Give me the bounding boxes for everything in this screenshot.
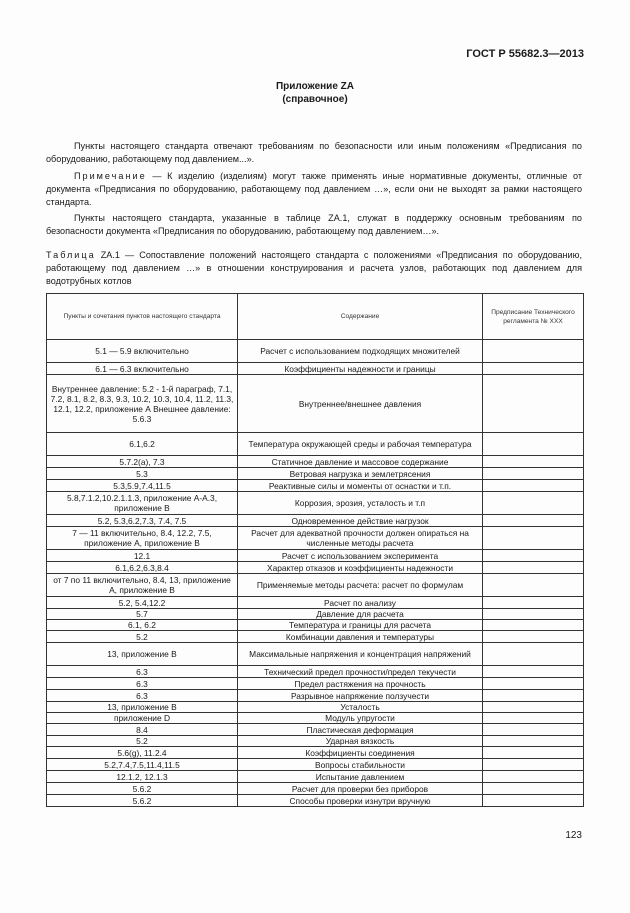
regulation-cell: [483, 562, 584, 574]
content-cell: Температура окружающей среды и рабочая температура: [238, 433, 483, 456]
table-row: [47, 747, 584, 759]
content-cell: Расчет по анализу: [238, 597, 483, 609]
content-cell: Коэффициенты надежности и границы: [238, 363, 483, 375]
content-cell: Статичное давление и массовое содержание: [238, 456, 483, 468]
clauses-cell: 6.1,6.2,6.3,8.4: [47, 562, 238, 574]
paragraph-1-text: Пункты настоящего стандарта отвечают требованиям по безопасности или иным положениям «Предписания по оборудованию, работающему под давлением...».: [46, 141, 582, 164]
clauses-cell: 5.2: [47, 631, 238, 643]
regulation-cell: [483, 795, 584, 807]
regulation-cell: [483, 340, 584, 363]
table-row: [47, 456, 584, 468]
clauses-cell: 6.1, 6.2: [47, 620, 238, 631]
regulation-cell: [483, 375, 584, 433]
regulation-cell: [483, 759, 584, 771]
table-row: [47, 736, 584, 747]
content-cell: Характер отказов и коэффициенты надежности: [238, 562, 483, 574]
content-cell: Расчет для адекватной прочности должен опираться на численные методы расчета: [238, 527, 483, 550]
table-row: [47, 666, 584, 678]
table-row: [47, 363, 584, 375]
regulation-cell: [483, 724, 584, 736]
clauses-cell: 5.2,7.4,7.5,11.4,11.5: [47, 759, 238, 771]
table-row: [47, 795, 584, 807]
table-row: [47, 515, 584, 527]
content-cell: Усталость: [238, 702, 483, 713]
clauses-cell: 6.1 — 6.3 включительно: [47, 363, 238, 375]
regulation-cell: [483, 666, 584, 678]
clauses-cell: 5.7: [47, 609, 238, 620]
table-header-row: [47, 294, 584, 340]
comparison-table: [46, 293, 584, 807]
regulation-cell: [483, 747, 584, 759]
note-text: — К изделию (изделиям) могут также применять иные нормативные документы, отличные от документа «Предписания по оборудованию, работающему под давлением …», если они не выходят за рамки настоящего стандарта.: [46, 171, 582, 207]
clauses-cell: 5.6(g), 11.2.4: [47, 747, 238, 759]
regulation-cell: [483, 433, 584, 456]
regulation-cell: [483, 643, 584, 666]
note-paragraph: [46, 170, 582, 209]
regulation-cell: [483, 736, 584, 747]
table-row: [47, 574, 584, 597]
regulation-cell: [483, 783, 584, 795]
regulation-cell: [483, 480, 584, 492]
paragraph-3-text: Пункты настоящего стандарта, указанные в таблице ZA.1, служат в поддержку основным требованиям по безопасности документа «Предписания по оборудованию, работающему под давлением…».: [46, 213, 582, 236]
clauses-cell: приложение D: [47, 713, 238, 724]
regulation-cell: [483, 515, 584, 527]
regulation-cell: [483, 690, 584, 702]
table-row: [47, 759, 584, 771]
content-cell: Применяемые методы расчета: расчет по формулам: [238, 574, 483, 597]
regulation-cell: [483, 456, 584, 468]
clauses-cell: 6.3: [47, 678, 238, 690]
header-regulation: Предписание Технического регламента № XXX: [483, 294, 584, 340]
regulation-cell: [483, 631, 584, 643]
clauses-cell: 5.3: [47, 468, 238, 480]
content-cell: Коэффициенты соединения: [238, 747, 483, 759]
table-row: [47, 480, 584, 492]
regulation-cell: [483, 678, 584, 690]
clauses-cell: 6.3: [47, 690, 238, 702]
clauses-cell: 5.3,5.9,7.4,11.5: [47, 480, 238, 492]
page-number: 123: [565, 830, 582, 841]
content-cell: Способы проверки изнутри вручную: [238, 795, 483, 807]
clauses-cell: 6.1,6.2: [47, 433, 238, 456]
clauses-cell: от 7 по 11 включительно, 8.4, 13, приложение А, приложение В: [47, 574, 238, 597]
table-row: [47, 492, 584, 515]
table-row: [47, 713, 584, 724]
table-row: [47, 643, 584, 666]
table-row: [47, 631, 584, 643]
regulation-cell: [483, 620, 584, 631]
regulation-cell: [483, 771, 584, 783]
table-row: [47, 433, 584, 456]
content-cell: Комбинации давления и температуры: [238, 631, 483, 643]
table-row: [47, 783, 584, 795]
note-label: Примечание: [74, 171, 147, 181]
clauses-cell: 12.1.2, 12.1.3: [47, 771, 238, 783]
clauses-cell: 5.7.2(a), 7.3: [47, 456, 238, 468]
clauses-cell: 6.3: [47, 666, 238, 678]
table-caption-text: ZA.1 — Сопоставление положений настоящего стандарта с положениями «Предписания по оборудованию, работающему под давлением …» в отношении конструирования и расчета узлов, работающих под давлением для водотрубных котлов: [46, 250, 582, 286]
clauses-cell: 8.4: [47, 724, 238, 736]
table-row: [47, 724, 584, 736]
clauses-cell: Внутреннее давление: 5.2 - 1-й параграф, 7.1, 7.2, 8.1, 8.2, 8.3, 9.3, 10.2, 10.3, 10.4, 11.2, 11.3, 12.1, 12.2, приложение А Внешнее давление: 5.6.3: [47, 375, 238, 433]
content-cell: Расчет с использованием подходящих множителей: [238, 340, 483, 363]
table-row: [47, 678, 584, 690]
clauses-cell: 5.6.2: [47, 795, 238, 807]
table-row: [47, 609, 584, 620]
content-cell: Технический предел прочности/предел текучести: [238, 666, 483, 678]
table-row: [47, 620, 584, 631]
table-caption-label: Таблица: [46, 250, 96, 260]
clauses-cell: 5.6.2: [47, 783, 238, 795]
content-cell: Расчет с использованием эксперимента: [238, 550, 483, 562]
regulation-cell: [483, 468, 584, 480]
table-row: [47, 340, 584, 363]
regulation-cell: [483, 597, 584, 609]
table-row: [47, 468, 584, 480]
clauses-cell: 7 — 11 включительно, 8.4, 12.2, 7.5, приложение А, приложение В: [47, 527, 238, 550]
table-row: [47, 550, 584, 562]
regulation-cell: [483, 363, 584, 375]
paragraph-1: [46, 140, 582, 166]
clauses-cell: 12.1: [47, 550, 238, 562]
clauses-cell: 13, приложение В: [47, 702, 238, 713]
regulation-cell: [483, 702, 584, 713]
clauses-cell: 13, приложение В: [47, 643, 238, 666]
regulation-cell: [483, 713, 584, 724]
clauses-cell: 5.8,7.1.2,10.2.1.1.3, приложение А-А.3, приложение В: [47, 492, 238, 515]
paragraph-3: [46, 212, 582, 238]
clauses-cell: 5.2, 5.3,6.2,7.3, 7.4, 7.5: [47, 515, 238, 527]
table-body: [47, 340, 584, 807]
table-caption: [46, 249, 582, 288]
header-clauses: Пункты и сочетания пунктов настоящего стандарта: [47, 294, 238, 340]
table-row: [47, 527, 584, 550]
appendix-title-line1: Приложение ZA: [275, 81, 355, 92]
content-cell: Модуль упругости: [238, 713, 483, 724]
content-cell: Температура и границы для расчета: [238, 620, 483, 631]
content-cell: Реактивные силы и моменты от оснастки и т.п.: [238, 480, 483, 492]
regulation-cell: [483, 609, 584, 620]
table-row: [47, 375, 584, 433]
table-row: [47, 771, 584, 783]
table-row: [47, 597, 584, 609]
content-cell: Одновременное действие нагрузок: [238, 515, 483, 527]
table-row: [47, 562, 584, 574]
clauses-cell: 5.2, 5.4,12.2: [47, 597, 238, 609]
content-cell: Вопросы стабильности: [238, 759, 483, 771]
table-row: [47, 690, 584, 702]
appendix-title: [0, 80, 630, 106]
regulation-cell: [483, 550, 584, 562]
content-cell: Давление для расчета: [238, 609, 483, 620]
regulation-cell: [483, 492, 584, 515]
content-cell: Внутреннее/внешнее давления: [238, 375, 483, 433]
content-cell: Испытание давлением: [238, 771, 483, 783]
content-cell: Разрывное напряжение ползучести: [238, 690, 483, 702]
regulation-cell: [483, 574, 584, 597]
clauses-cell: 5.1 — 5.9 включительно: [47, 340, 238, 363]
content-cell: Ветровая нагрузка и землетрясения: [238, 468, 483, 480]
document-id: ГОСТ Р 55682.3—2013: [466, 48, 584, 60]
regulation-cell: [483, 527, 584, 550]
content-cell: Предел растяжения на прочность: [238, 678, 483, 690]
header-content: Содержание: [238, 294, 483, 340]
content-cell: Ударная вязкость: [238, 736, 483, 747]
content-cell: Расчет для проверки без приборов: [238, 783, 483, 795]
appendix-title-line2: (справочное): [282, 94, 348, 105]
content-cell: Максимальные напряжения и концентрация напряжений: [238, 643, 483, 666]
content-cell: Коррозия, эрозия, усталость и т.п: [238, 492, 483, 515]
table-row: [47, 702, 584, 713]
content-cell: Пластическая деформация: [238, 724, 483, 736]
clauses-cell: 5.2: [47, 736, 238, 747]
